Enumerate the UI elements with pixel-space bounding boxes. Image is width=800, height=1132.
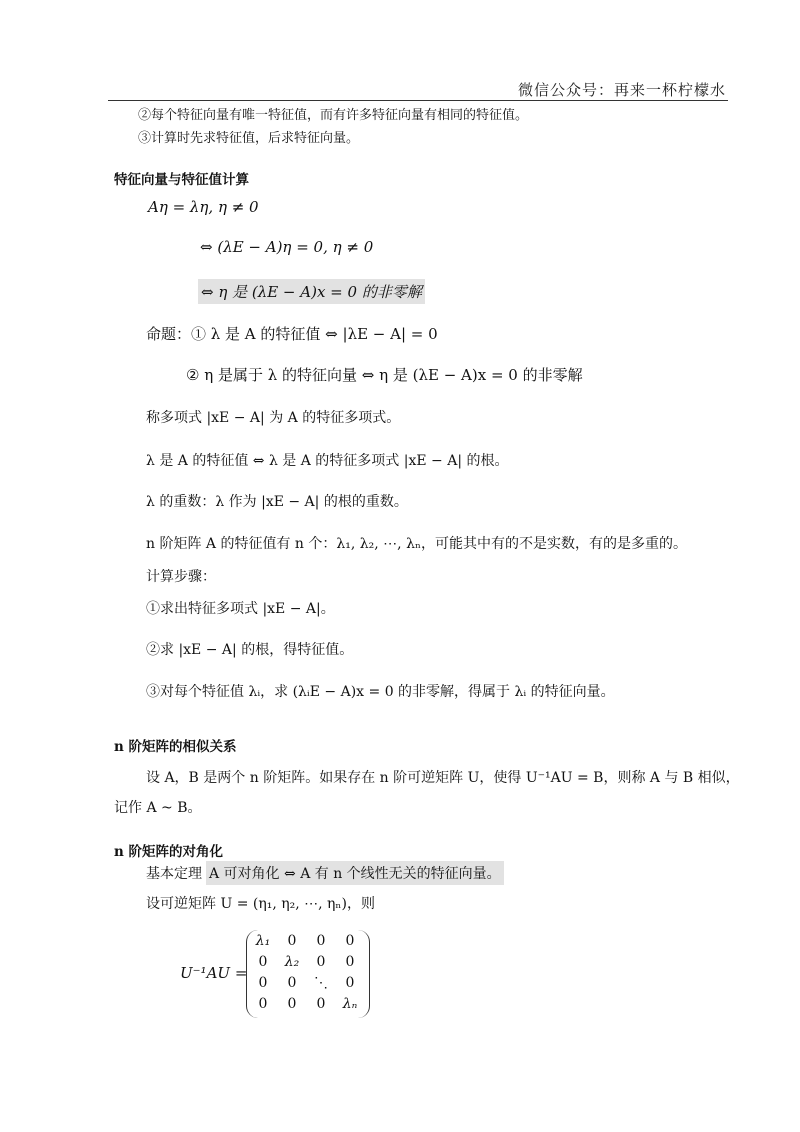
matrix-cell: 0 [258, 975, 268, 991]
matrix-cell: λₙ [342, 996, 358, 1012]
step-1: ①求出特征多项式 |xE − A|。 [146, 601, 335, 617]
equation-3: ⇔ η 是 (λE − A)x = 0 的非零解 [198, 279, 425, 304]
steps-title: 计算步骤： [146, 569, 216, 585]
matrix-cell: 0 [316, 954, 326, 970]
equation-1: Aη = λη, η ≠ 0 [148, 198, 259, 216]
step-2: ②求 |xE − A| 的根，得特征值。 [146, 642, 354, 658]
matrix-cell: 0 [316, 996, 326, 1012]
theorem-label: 基本定理 [146, 866, 202, 882]
section-title-eigen: 特征向量与特征值计算 [114, 172, 249, 188]
similarity-line-1: 设 A，B 是两个 n 阶矩阵。如果存在 n 阶可逆矩阵 U，使得 U⁻¹AU = B，则称 A 与 B 相似， [146, 770, 740, 786]
equation-2: ⇔ (λE − A)η = 0, η ≠ 0 [200, 238, 374, 256]
matrix-lhs: U⁻¹AU = [180, 964, 248, 982]
matrix-cell: 0 [316, 933, 326, 949]
paragraph-multiplicity: λ 的重数：λ 作为 |xE − A| 的根的重数。 [146, 494, 408, 510]
similarity-line-2: 记作 A ~ B。 [114, 800, 202, 816]
matrix-cell: 0 [287, 975, 297, 991]
matrix-cell: 0 [345, 933, 355, 949]
proposition-1: 命题：① λ 是 A 的特征值 ⇔ |λE − A| = 0 [146, 325, 438, 343]
intro-line-3: ③计算时先求特征值，后求特征向量。 [138, 131, 360, 146]
matrix-cell: 0 [258, 996, 268, 1012]
matrix-cell: λ₂ [284, 954, 300, 970]
matrix-cell: ⋱ [314, 975, 328, 991]
intro-line-2: ②每个特征向量有唯一特征值，而有许多特征向量有相同的特征值。 [138, 108, 529, 123]
theorem-statement: A 可对角化 ⇔ A 有 n 个线性无关的特征向量。 [206, 861, 504, 885]
header-rule [108, 100, 728, 101]
section-title-similarity: n 阶矩阵的相似关系 [114, 739, 237, 755]
paragraph-char-poly: 称多项式 |xE − A| 为 A 的特征多项式。 [146, 410, 401, 426]
section-title-diagonalization: n 阶矩阵的对角化 [114, 844, 224, 860]
step-3: ③对每个特征值 λᵢ，求 (λᵢE − A)x = 0 的非零解，得属于 λᵢ 的特征向量。 [146, 684, 615, 700]
paragraph-n-eigenvalues: n 阶矩阵 A 的特征值有 n 个：λ₁, λ₂, ⋯, λₙ，可能其中有的不是实数，有的是多重的。 [146, 536, 687, 552]
matrix-cell: 0 [287, 933, 297, 949]
diagonal-matrix [246, 930, 370, 1018]
matrix-cell: λ₁ [255, 933, 271, 949]
matrix-cell: 0 [258, 954, 268, 970]
matrix-cell: 0 [287, 996, 297, 1012]
proposition-2: ② η 是属于 λ 的特征向量 ⇔ η 是 (λE − A)x = 0 的非零解 [186, 366, 583, 384]
paragraph-eigen-root: λ 是 A 的特征值 ⇔ λ 是 A 的特征多项式 |xE − A| 的根。 [146, 453, 509, 469]
matrix-cell: 0 [345, 975, 355, 991]
matrix-cell: 0 [345, 954, 355, 970]
page-header: 微信公众号：再来一杯柠檬水 [517, 81, 726, 99]
diagonalization-setup: 设可逆矩阵 U = (η₁, η₂, ⋯, ηₙ)，则 [146, 896, 375, 912]
